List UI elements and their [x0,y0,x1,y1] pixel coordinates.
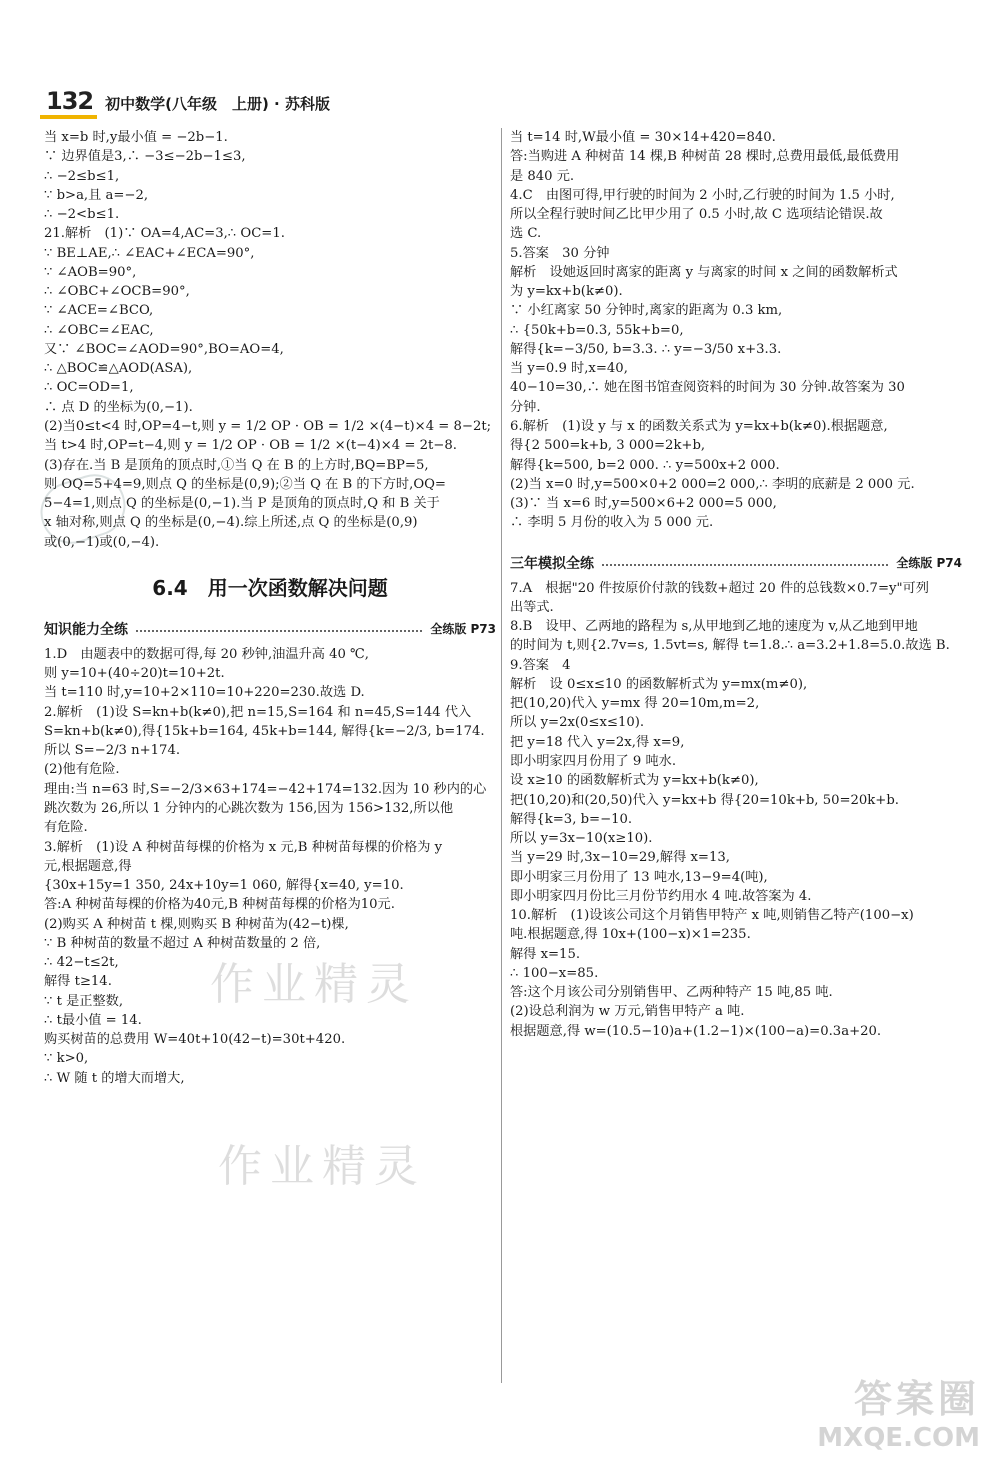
text-line: 根据题意,得 w=(10.5−10)a+(1.2−1)×(100−a)=0.3a+20. [510,1023,882,1039]
text-line: 5.答案 30 分钟 [510,245,610,261]
text-line: (3)∵ 当 x=6 时,y=500×6+2 000=5 000, [510,496,777,512]
text-line: 1.D 由题表中的数据可得,每 20 秒钟,油温升高 40 ℃, [44,646,369,662]
section-band-right [510,553,962,573]
section-title: 6.4 用一次函数解决问题 [152,575,388,600]
text-line: S=kn+b(k≠0),得{15k+b=164, 45k+b=144, 解得{k=−2/3, b=174. [44,723,485,739]
text-line: 2.解析 (1)设 S=kn+b(k≠0),把 n=15,S=164 和 n=45,S=144 代入 [44,704,472,720]
page-number: 132 [40,87,97,119]
site-logo [817,1368,980,1453]
text-line: ∴ −2≤b≤1, [44,168,120,184]
text-line: {30x+15y=1 350, 24x+10y=1 060, 解得{x=40, y=10. [44,878,404,894]
text-line: (3)存在.当 B 是顶角的顶点时,①当 Q 在 B 的上方时,BQ=BP=5, [44,457,429,473]
band-right-dots [602,564,888,566]
text-line: 3.解析 (1)设 A 种树苗每棵的价格为 x 元,B 种树苗每棵的价格为 y [44,839,443,855]
text-line: ∴ ∠OBC+∠OCB=90°, [44,284,190,300]
text-line: ∴ W 随 t 的增大而增大, [44,1070,185,1086]
text-line: 理由:当 n=63 时,S=−2/3×63+174=−42+174=132.因为 10 秒内的心 [44,781,487,797]
text-line: 把 y=18 代入 y=2x,得 x=9, [510,734,685,750]
text-line: 又∵ ∠BOC=∠AOD=90°,BO=AO=4, [44,341,284,357]
watermark-text-1: 作业精灵 [210,959,418,1010]
watermark-text-2: 作业精灵 [218,1141,426,1192]
text-line: 解得 x=15. [510,946,581,962]
text-line: ∵ BE⊥AE,∴ ∠EAC+∠ECA=90°, [44,245,255,261]
text-line: 即小明家四月份用了 9 吨水. [510,753,677,769]
text-line: 21.解析 (1)∵ OA=4,AC=3,∴ OC=1. [44,226,285,242]
text-line: 的时间为 t,则{2.7v=s, 1.5vt=s, 解得 t=1.8.∴ a=3.2+1.8=5.0.故选 B. [510,638,950,654]
text-line: ∴ {50k+b=0.3, 55k+b=0, [510,322,684,338]
logo-line-2: MXQE.COM [817,1423,980,1453]
text-line: 设 x≥10 的函数解析式为 y=kx+b(k≠0), [510,773,759,789]
text-line: 7.A 根据"20 件按原价付款的钱数+超过 20 件的总钱数×0.7=y"可列 [510,580,929,596]
section-band-left [44,619,496,639]
text-line: 则 OQ=5+4=9,则点 Q 的坐标是(0,9);②当 Q 在 B 的下方时,OQ= [44,476,446,492]
text-line: 当 y=0.9 时,x=40, [510,361,628,377]
text-line: (2)当0≤t<4 时,OP=4−t,则 y = 1/2 OP · OB = 1/2 ×(4−t)×4 = 8−2t; [44,418,492,434]
text-line: 解得{k=−3/50, b=3.3. ∴ y=−3/50 x+3.3. [510,341,782,357]
text-line: ∵ 小红离家 50 分钟时,离家的距离为 0.3 km, [510,303,783,319]
text-line: 当 t=14 时,W最小值 = 30×14+420=840. [510,130,776,145]
text-line: 购买树苗的总费用 W=40t+10(42−t)=30t+420. [44,1032,346,1048]
text-line: ∴ 42−t≤2t, [44,955,119,971]
text-line: 所以全程行驶时间乙比甲少用了 0.5 小时,故 C 选项结论错误.故 [510,207,883,223]
text-line: ∴ t最小值 = 14. [44,1012,142,1028]
text-line: (2)他有危险. [44,762,120,778]
text-line: 解析 设她返回时离家的距离 y 与离家的时间 x 之间的函数解析式 [510,264,898,280]
text-line: 即小明家四月份比三月份节约用水 4 吨.故答案为 4. [510,888,812,904]
book-title: 初中数学(八年级 上册) · 苏科版 [105,94,330,113]
logo-line-1: 答案圈 [853,1377,980,1421]
text-line: 把(10,20)和(20,50)代入 y=kx+b 得{20=10k+b, 50=20k+b. [510,792,899,808]
text-line: ∴ 李明 5 月份的收入为 5 000 元. [510,515,714,531]
text-line: ∴ OC=OD=1, [44,380,134,396]
band-right-ref: 全练版 P74 [896,556,962,571]
text-line: ∴ △BOC≌△AOD(ASA), [44,361,193,377]
text-line: 解得{k=500, b=2 000. ∴ y=500x+2 000. [510,457,780,473]
text-line: 解析 设 0≤x≤10 的函数解析式为 y=mx(m≠0), [510,676,808,692]
text-line: 5−4=1,则点 Q 的坐标是(0,−1).当 P 是顶角的顶点时,Q 和 B 关于 [44,496,440,512]
band-left-label: 知识能力全练 [44,621,128,638]
text-line: ∴ ∠OBC=∠EAC, [44,322,154,338]
text-line: 8.B 设甲、乙两地的路程为 s,从甲地到乙地的速度为 v,从乙地到甲地 [510,619,918,635]
band-left-dots [136,630,422,632]
text-line: ∴ 100−x=85. [510,965,599,981]
text-line: 答:这个月该公司分别销售甲、乙两种特产 15 吨,85 吨. [510,985,833,1001]
text-line: (2)购买 A 种树苗 t 棵,则购买 B 种树苗为(42−t)棵, [44,916,349,932]
text-line: 当 t=110 时,y=10+2×110=10+220=230.故选 D. [44,685,365,701]
text-line: ∵ 边界值是3,∴ −3≤−2b−1≤3, [44,149,246,165]
left-top-block [44,128,496,552]
right-bottom-block [510,579,962,1041]
band-left-ref: 全练版 P73 [430,622,496,637]
text-line: 所以 y=2x(0≤x≤10). [510,715,645,731]
text-line: 当 t>4 时,OP=t−4,则 y = 1/2 OP · OB = 1/2 ×(t−4)×4 = 2t−8. [44,438,457,454]
text-line: (2)当 x=0 时,y=500×0+2 000=2 000,∴ 李明的底薪是 2 000 元. [510,476,915,492]
text-line: 10.解析 (1)设该公司这个月销售甲特产 x 吨,则销售乙特产(100−x) [510,908,914,924]
band-right-label: 三年模拟全练 [510,555,594,572]
text-line: 答:当购进 A 种树苗 14 棵,B 种树苗 28 棵时,总费用最低,最低费用 [510,149,900,165]
text-line: 则 y=10+(40÷20)t=10+2t. [44,666,225,682]
text-line: 答:A 种树苗每棵的价格为40元,B 种树苗每棵的价格为10元. [44,897,395,913]
right-column [510,128,962,1041]
left-column [44,128,496,1088]
text-line: (2)设总利润为 w 万元,销售甲特产 a 吨. [510,1004,745,1020]
text-line: ∵ ∠AOB=90°, [44,264,137,280]
text-line: 吨.根据题意,得 10x+(100−x)×1=235. [510,927,751,943]
text-line: 或(0,−1)或(0,−4). [44,534,160,550]
text-line: 9.答案 4 [510,657,571,673]
text-line: 当 y=29 时,3x−10=29,解得 x=13, [510,850,730,866]
right-top-block [510,128,962,533]
text-line: x 轴对称,则点 Q 的坐标是(0,−4).综上所述,点 Q 的坐标是(0,9) [44,515,418,531]
text-line: 把(10,20)代入 y=mx 得 20=10m,m=2, [510,696,760,712]
text-line: 解得 t≥14. [44,974,112,990]
text-line: 元,根据题意,得 [44,858,132,874]
text-line: 所以 y=3x−10(x≥10). [510,831,653,847]
text-line: 4.C 由图可得,甲行驶的时间为 2 小时,乙行驶的时间为 1.5 小时, [510,187,895,203]
column-divider [501,128,502,1383]
page-header [40,86,330,120]
text-line: 6.解析 (1)设 y 与 x 的函数关系式为 y=kx+b(k≠0).根据题意, [510,418,888,434]
text-line: 即小明家三月份用了 13 吨水,13−9=4(吨), [510,869,768,885]
text-line: ∵ B 种树苗的数量不超过 A 种树苗数量的 2 倍, [44,935,321,951]
text-line: 是 840 元. [510,168,575,184]
text-line: ∵ ∠ACE=∠BCO, [44,303,154,319]
text-line: 有危险. [44,820,88,836]
text-line: 40−10=30,∴ 她在图书馆查阅资料的时间为 30 分钟.故答案为 30 [510,380,905,396]
text-line: 所以 S=−2/3 n+174. [44,743,181,759]
text-line: 为 y=kx+b(k≠0). [510,284,623,300]
text-line: 选 C. [510,226,542,242]
text-line: ∴ 点 D 的坐标为(0,−1). [44,399,193,415]
text-line: 分钟. [510,399,541,415]
text-line: 当 x=b 时,y最小值 = −2b−1. [44,130,228,145]
text-line: ∵ k>0, [44,1051,89,1067]
text-line: ∴ −2<b≤1. [44,207,120,223]
text-line: 跳次数为 26,所以 1 分钟内的心跳次数为 156,因为 156>132,所以他 [44,800,454,816]
text-line: 解得{k=3, b=−10. [510,811,633,827]
left-bottom-block [44,645,496,1088]
text-line: ∵ b>a,且 a=−2, [44,187,149,203]
text-line: ∵ t 是正整数, [44,993,124,1009]
text-line: 得{2 500=k+b, 3 000=2k+b, [510,438,706,454]
text-line: 出等式. [510,599,554,615]
